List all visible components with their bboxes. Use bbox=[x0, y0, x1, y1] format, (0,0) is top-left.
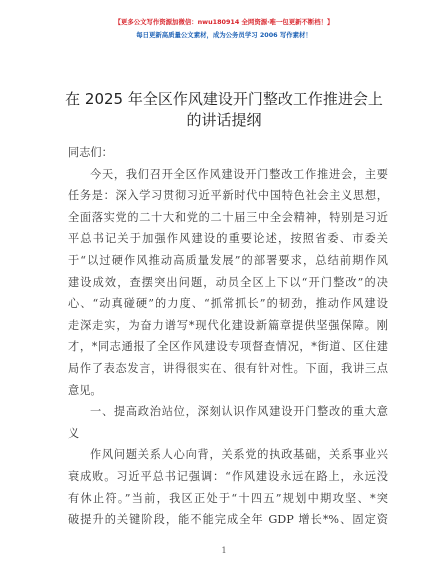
promo-banner-line-2: 每日更新高质量公文素材，成为公务员学习 2006 写作素材！ bbox=[136, 31, 312, 39]
section-heading-1: 一、提高政治站位，深刻认识作风建设开门整改的重大意 bbox=[90, 405, 388, 419]
section-heading-1-cont: 义 bbox=[68, 426, 80, 440]
body-line: 作风问题关系人心向背，关系党的执政基础，关系事业兴 bbox=[90, 448, 388, 462]
salutation: 同志们： bbox=[68, 146, 113, 159]
page-number: 1 bbox=[221, 546, 227, 555]
body-line: 平总书记关于加强作风建设的重要论述，按照省委、市委关 bbox=[68, 232, 388, 246]
promo-banner-line-1: 【更多公文写作资源加微信：nwu180914 全网资源·唯一包更新不断档！】 bbox=[114, 18, 334, 26]
body-line: 任务是：深入学习贯彻习近平新时代中国特色社会主义思想， bbox=[68, 189, 388, 203]
body-line: 破提升的关键阶段，能不能完成全年 GDP 增长*%、固定资 bbox=[68, 513, 388, 527]
body-line: 局作了表态发言，讲得很实在、很有针对性。下面，我讲三点 bbox=[68, 361, 388, 375]
body-line: 意见。 bbox=[68, 383, 102, 397]
body-line: 建设成效，查摆突出问题，动员全区上下以“开门整改”的决 bbox=[68, 275, 388, 289]
body-line: 今天，我们召开全区作风建设开门整改工作推进会，主要 bbox=[90, 167, 388, 181]
body-line-bold-names: 才，*同志通报了全区作风建设专项督查情况，*街道、区住建 bbox=[68, 340, 388, 354]
body-line: 衰成败。习近平总书记强调：“作风建设永远在路上，永远没 bbox=[68, 469, 388, 483]
body-line: 全面落实党的二十大和党的二十届三中全会精神，特别是习近 bbox=[68, 210, 388, 224]
body-line: 有休止符。”当前，我区正处于“十四五”规划中期攻坚、*突 bbox=[68, 491, 388, 505]
document-body bbox=[68, 142, 388, 531]
document-title-line-2: 的讲话提纲 bbox=[186, 111, 262, 129]
body-line: 心、“动真碰硬”的力度、“抓常抓长”的韧劲，推动作风建设 bbox=[68, 297, 388, 311]
document-title-line-1: 在 2025 年全区作风建设开门整改工作推进会上 bbox=[65, 90, 383, 108]
body-line: 走深走实，为奋力谱写*现代化建设新篇章提供坚强保障。刚 bbox=[68, 318, 388, 332]
body-line: 于“以过硬作风推动高质量发展”的部署要求，总结前期作风 bbox=[68, 253, 388, 267]
